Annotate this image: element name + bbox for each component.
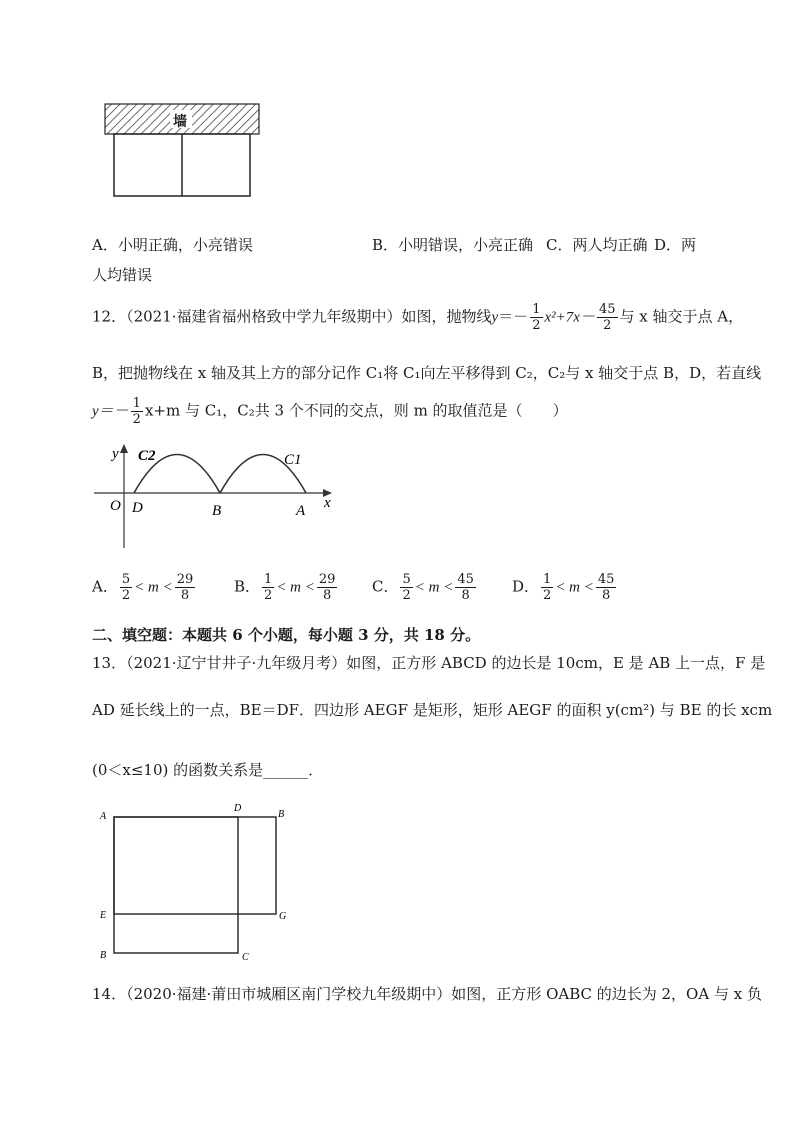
frac-num: 1 bbox=[264, 572, 273, 587]
label-b-top: B bbox=[278, 809, 285, 820]
q13-square-figure bbox=[95, 800, 295, 965]
frac-den: 2 bbox=[121, 588, 131, 603]
frac-den: 2 bbox=[603, 318, 612, 333]
label-g: G bbox=[279, 911, 287, 922]
frac-num: 45 bbox=[457, 572, 474, 587]
option-mid: < m < bbox=[414, 579, 454, 596]
section-heading: 二、填空题：本题共 6 个小题，每小题 3 分，共 18 分。 bbox=[92, 626, 481, 644]
label-c: C bbox=[242, 952, 249, 963]
option-hi-frac bbox=[175, 572, 196, 603]
frac-den: 8 bbox=[602, 588, 611, 603]
option-lo-frac bbox=[541, 572, 553, 603]
frac-den: 2 bbox=[543, 588, 552, 603]
option-mid: < m < bbox=[555, 579, 594, 596]
q12-line1 bbox=[92, 302, 743, 333]
frac-den: 8 bbox=[180, 588, 190, 603]
q12-number: 12． bbox=[92, 307, 127, 326]
frac-num: 5 bbox=[121, 572, 131, 587]
label-b-bottom: B bbox=[100, 950, 107, 961]
option-hi-frac bbox=[317, 572, 338, 603]
label-y: y bbox=[112, 446, 119, 462]
q13-line1: 13．（2021·辽宁甘井子·九年级月考）如图，正方形 ABCD 的边长是 10cm，E 是 AB 上一点，F 是 bbox=[92, 654, 766, 672]
option-letter: C． bbox=[372, 577, 399, 596]
q12-eq-eq: ＝－ bbox=[498, 307, 529, 326]
frac-den: 8 bbox=[323, 588, 332, 603]
option-lo-frac bbox=[400, 572, 412, 603]
frac-num: 45 bbox=[598, 302, 616, 317]
q12-eq-y: y bbox=[491, 309, 499, 326]
frac-den: 2 bbox=[132, 412, 141, 427]
label-d: D bbox=[234, 803, 242, 814]
rect-aegf bbox=[114, 817, 276, 914]
option-letter: B． bbox=[234, 577, 261, 596]
option-letter: D． bbox=[512, 577, 540, 596]
option-letter: A． bbox=[92, 577, 118, 596]
option-mid: < m < bbox=[276, 579, 315, 596]
frac-den: 2 bbox=[532, 318, 541, 333]
frac-num: 45 bbox=[597, 572, 615, 587]
label-origin: O bbox=[110, 498, 121, 514]
y-axis-arrow bbox=[120, 444, 128, 453]
frac-den: 2 bbox=[402, 588, 411, 603]
label-d: D bbox=[132, 500, 143, 516]
label-b: B bbox=[212, 503, 222, 519]
label-a: A bbox=[296, 503, 306, 519]
label-c1: C1 bbox=[284, 452, 302, 468]
wall-label: 墙 bbox=[173, 114, 187, 130]
q12-line2: B，把抛物线在 x 轴及其上方的部分记作 C₁将 C₁向左平移得到 C₂，C₂与 x 轴交于点 B，D，若直线 bbox=[92, 364, 762, 382]
q14-line1: 14．（2020·福建·莆田市城厢区南门学校九年级期中）如图，正方形 OABC 的边长为 2，OA 与 x 负 bbox=[92, 985, 762, 1003]
q11-option-a: A．小明正确，小亮错误 bbox=[92, 236, 253, 254]
q11-option-b: B．小明错误，小亮正确 bbox=[372, 236, 534, 254]
option-lo-frac bbox=[120, 572, 132, 603]
q12-line3-tail: x+m 与 C₁，C₂共 3 个不同的交点，则 m 的取值范是（ ） bbox=[144, 401, 568, 420]
q11-option-d: D．两 bbox=[654, 236, 697, 254]
q13-line3: (0＜x≤10) 的函数关系是______． bbox=[92, 761, 324, 779]
q12-option-d bbox=[512, 572, 618, 603]
q13-line2: AD 延长线上的一点，BE＝DF．四边形 AEGF 是矩形，矩形 AEGF 的面积 y(cm²) 与 BE 的长 xcm bbox=[92, 701, 773, 719]
label-a: A bbox=[100, 811, 107, 822]
q12-line3-frac bbox=[131, 396, 143, 427]
q11-option-c: C．两人均正确 bbox=[546, 236, 648, 254]
frac-num: 5 bbox=[402, 572, 411, 587]
q12-option-b bbox=[234, 572, 339, 603]
frac-num: 29 bbox=[176, 572, 194, 587]
frac-den: 2 bbox=[264, 588, 273, 603]
option-hi-frac bbox=[455, 572, 476, 603]
q12-parabola-graph bbox=[88, 440, 348, 552]
label-c2: C2 bbox=[138, 448, 156, 464]
option-hi-frac bbox=[596, 572, 617, 603]
option-lo-frac bbox=[262, 572, 274, 603]
q12-eq-tail: 与 x 轴交于点 A， bbox=[619, 307, 744, 326]
option-mid: < m < bbox=[134, 579, 173, 596]
q12-option-c bbox=[372, 572, 478, 603]
frac-den: 8 bbox=[461, 588, 470, 603]
q12-frac-45-2 bbox=[597, 302, 618, 333]
frac-num: 1 bbox=[132, 396, 141, 411]
q11-option-d-cont: 人均错误 bbox=[92, 266, 153, 284]
label-e: E bbox=[100, 910, 107, 921]
label-x: x bbox=[324, 495, 331, 511]
frac-num: 1 bbox=[532, 302, 541, 317]
q12-option-a bbox=[92, 572, 197, 603]
frac-num: 1 bbox=[543, 572, 552, 587]
square-abcd bbox=[114, 817, 238, 953]
q12-frac-half bbox=[530, 302, 542, 333]
q12-eq-mid: x²+7x－ bbox=[544, 309, 595, 326]
q12-source: （2021·福建省福州格致中学九年级期中）如图，抛物线 bbox=[126, 307, 492, 326]
q12-line3 bbox=[92, 396, 568, 427]
q12-line3-lead: y＝－ bbox=[92, 403, 129, 420]
frac-num: 29 bbox=[318, 572, 336, 587]
